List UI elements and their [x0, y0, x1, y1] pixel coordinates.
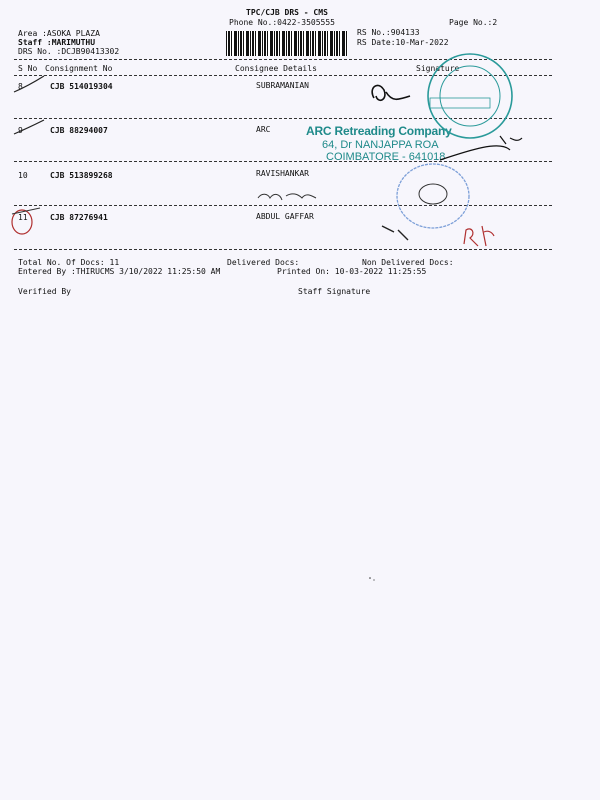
row-consignment: CJB 514019304	[50, 82, 113, 91]
row-consignment: CJB 513899268	[50, 171, 113, 180]
delivered-docs: Delivered Docs:	[227, 258, 300, 267]
row-consignee: RAVISHANKAR	[256, 169, 309, 178]
total-docs: Total No. Of Docs: 11	[18, 258, 120, 267]
stamp-city: COIMBATORE - 641018	[326, 151, 446, 163]
col-consignee: Consignee Details	[235, 64, 317, 73]
phone-number: Phone No.:0422-3505555	[229, 18, 335, 27]
oval-stamp	[397, 164, 469, 228]
barcode	[226, 31, 348, 56]
staff-signature: Staff Signature	[298, 287, 371, 296]
area-label: Area :ASOKA PLAZA	[18, 29, 100, 38]
col-consignment: Consignment No	[45, 64, 113, 73]
divider	[14, 75, 552, 76]
row-divider	[14, 249, 552, 250]
row-divider	[14, 205, 552, 206]
signature-mark	[440, 136, 522, 160]
row-consignment: CJB 87276941	[50, 213, 108, 222]
row-consignee: ABDUL GAFFAR	[256, 212, 314, 221]
signature-mark	[372, 85, 410, 100]
row-divider	[14, 161, 552, 162]
entered-by: Entered By :THIRUCMS 3/10/2022 11:25:50 AM	[18, 267, 221, 276]
row-sno: 8	[18, 82, 23, 91]
stamp-company-name: ARC Retreading Company	[306, 124, 452, 138]
drs-number: DRS No. :DCJB90413302	[18, 47, 120, 56]
rs-date: RS Date:10-Mar-2022	[357, 38, 449, 47]
stamp-label-box	[430, 98, 490, 108]
row-consignee: ARC	[256, 125, 271, 134]
row-sno: 11	[18, 213, 28, 222]
page-number: Page No.:2	[449, 18, 498, 27]
signature-mark	[258, 194, 316, 200]
row-divider	[14, 118, 552, 119]
row-consignee: SUBRAMANIAN	[256, 81, 309, 90]
stamp-address: 64, Dr NANJAPPA ROA	[322, 139, 439, 151]
staff-label: Staff :MARIMUTHU	[18, 38, 96, 47]
col-sno: S No	[18, 64, 38, 73]
pen-stroke	[382, 226, 408, 240]
speck	[369, 577, 371, 579]
row-consignment: CJB 88294007	[50, 126, 108, 135]
verified-by: Verified By	[18, 287, 71, 296]
stamp-logo	[419, 184, 447, 204]
col-signature: Signature	[416, 64, 460, 73]
signature-mark	[464, 226, 494, 246]
row-sno: 10	[18, 171, 28, 180]
document-title: TPC/CJB DRS - CMS	[246, 8, 328, 17]
row-sno: 9	[18, 126, 23, 135]
speck	[373, 579, 374, 580]
non-delivered-docs: Non Delivered Docs:	[362, 258, 454, 267]
printed-on: Printed On: 10-03-2022 11:25:55	[277, 267, 427, 276]
rs-number: RS No.:904133	[357, 28, 420, 37]
divider	[14, 59, 552, 60]
